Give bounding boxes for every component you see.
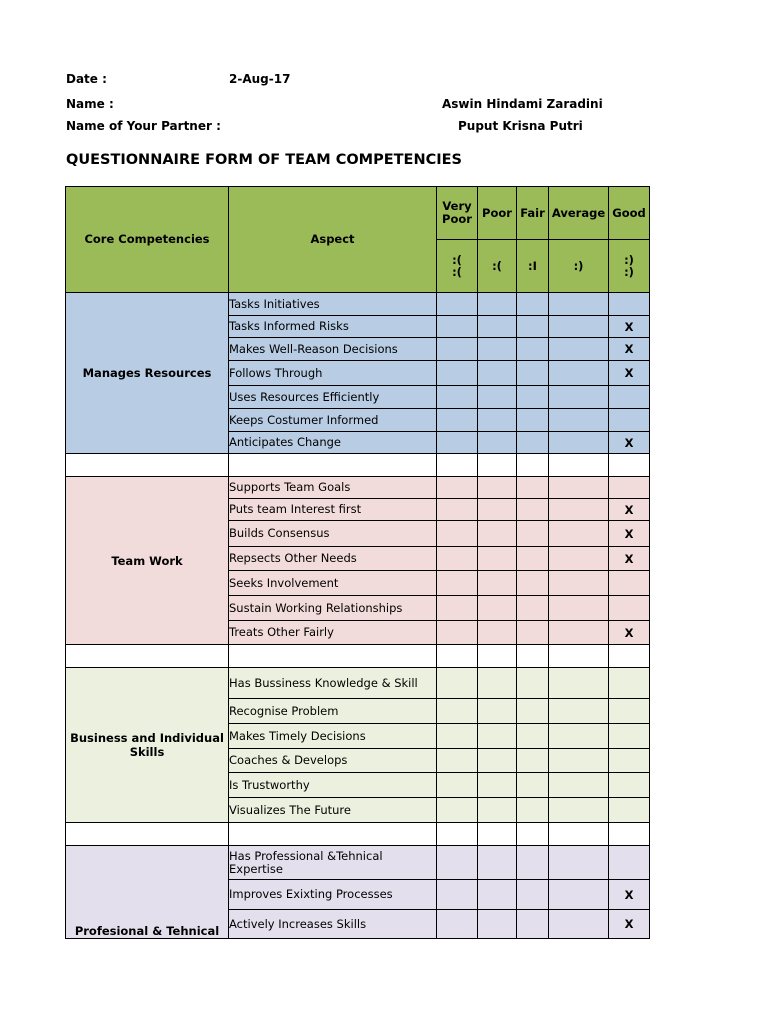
rating-cell-poor[interactable] [478,880,517,910]
rating-cell-good[interactable] [609,773,650,798]
aspect-cell: Puts team Interest first [229,499,437,521]
rating-cell-average[interactable] [549,596,609,621]
form-title: QUESTIONNAIRE FORM OF TEAM COMPETENCIES [66,152,462,168]
rating-cell-average[interactable] [549,773,609,798]
aspect-cell: Tasks Initiatives [229,293,437,316]
rating-cell-fair[interactable] [517,596,549,621]
rating-cell-good[interactable]: X [609,621,650,645]
competency-category: Business and Individual Skills [66,668,229,823]
rating-cell-fair[interactable] [517,547,549,571]
rating-cell-very-poor[interactable] [437,798,478,823]
rating-cell-very-poor[interactable] [437,621,478,645]
rating-cell-poor[interactable] [478,547,517,571]
rating-cell-good[interactable]: X [609,521,650,547]
empty-cell [229,645,437,668]
rating-cell-fair[interactable] [517,621,549,645]
rating-cell-good[interactable]: X [609,432,650,454]
competency-table [65,186,650,939]
rating-cell-fair[interactable] [517,293,549,316]
empty-cell [609,645,650,668]
empty-cell [549,823,609,846]
aspect-cell: Anticipates Change [229,432,437,454]
rating-cell-average[interactable] [549,910,609,939]
rating-cell-average[interactable] [549,846,609,880]
rating-cell-average[interactable] [549,724,609,749]
rating-cell-average[interactable] [549,749,609,773]
aspect-cell: Seeks Involvement [229,571,437,596]
empty-cell [478,454,517,477]
rating-cell-very-poor[interactable] [437,749,478,773]
rating-cell-poor[interactable] [478,409,517,432]
rating-cell-fair[interactable] [517,880,549,910]
competency-table-body [66,187,650,939]
rating-cell-fair[interactable] [517,477,549,499]
aspect-cell: Supports Team Goals [229,477,437,499]
competency-category: Profesional & Tehnical [66,846,229,939]
rating-cell-good[interactable] [609,798,650,823]
rating-cell-average[interactable] [549,477,609,499]
rating-cell-average[interactable] [549,668,609,699]
table-row [66,668,650,699]
rating-cell-good[interactable] [609,386,650,409]
rating-cell-very-poor[interactable] [437,668,478,699]
rating-cell-good[interactable] [609,293,650,316]
rating-cell-good[interactable]: X [609,547,650,571]
empty-cell [609,454,650,477]
rating-cell-fair[interactable] [517,432,549,454]
rating-cell-poor[interactable] [478,432,517,454]
rating-cell-very-poor[interactable] [437,499,478,521]
rating-cell-fair[interactable] [517,798,549,823]
rating-cell-fair[interactable] [517,846,549,880]
table-row [66,477,650,499]
aspect-cell: Recognise Problem [229,699,437,724]
aspect-cell: Builds Consensus [229,521,437,547]
rating-cell-fair[interactable] [517,361,549,386]
rating-cell-poor[interactable] [478,338,517,361]
aspect-cell: Coaches & Develops [229,749,437,773]
spacer-row [66,823,650,846]
competency-category: Manages Resources [66,293,229,454]
empty-cell [478,645,517,668]
rating-cell-average[interactable] [549,547,609,571]
rating-cell-poor[interactable] [478,571,517,596]
rating-cell-good[interactable]: X [609,338,650,361]
rating-cell-average[interactable] [549,621,609,645]
empty-cell [437,823,478,846]
rating-cell-very-poor[interactable] [437,571,478,596]
rating-cell-average[interactable] [549,338,609,361]
rating-cell-average[interactable] [549,361,609,386]
rating-cell-good[interactable]: X [609,316,650,338]
rating-cell-very-poor[interactable] [437,477,478,499]
rating-cell-very-poor[interactable] [437,386,478,409]
rating-cell-fair[interactable] [517,571,549,596]
rating-cell-good[interactable] [609,409,650,432]
rating-cell-average[interactable] [549,880,609,910]
rating-cell-very-poor[interactable] [437,596,478,621]
rating-header-fair: Fair [517,187,549,240]
face-fair: :I [517,240,549,293]
rating-cell-fair[interactable] [517,338,549,361]
rating-cell-good[interactable] [609,749,650,773]
rating-cell-very-poor[interactable] [437,293,478,316]
partner-label: Name of Your Partner : [66,119,221,133]
empty-cell [66,823,229,846]
rating-cell-average[interactable] [549,699,609,724]
face-good-a: :) [624,253,634,267]
rating-cell-poor[interactable] [478,846,517,880]
rating-cell-good[interactable] [609,571,650,596]
rating-cell-average[interactable] [549,409,609,432]
rating-cell-very-poor[interactable] [437,699,478,724]
rating-cell-good[interactable] [609,668,650,699]
date-value: 2-Aug-17 [229,72,291,86]
rating-cell-good[interactable]: X [609,910,650,939]
rating-cell-poor[interactable] [478,596,517,621]
rating-cell-very-poor[interactable] [437,361,478,386]
rating-cell-good[interactable] [609,699,650,724]
aspect-cell: Is Trustworthy [229,773,437,798]
rating-cell-fair[interactable] [517,724,549,749]
rating-cell-poor[interactable] [478,499,517,521]
aspect-cell: Sustain Working Relationships [229,596,437,621]
rating-cell-average[interactable] [549,571,609,596]
empty-cell [609,823,650,846]
empty-cell [437,454,478,477]
aspect-cell: Tasks Informed Risks [229,316,437,338]
date-label: Date : [66,72,107,86]
rating-cell-poor[interactable] [478,621,517,645]
aspect-cell: Follows Through [229,361,437,386]
rating-cell-good[interactable] [609,596,650,621]
rating-cell-poor[interactable] [478,477,517,499]
rating-cell-very-poor[interactable] [437,432,478,454]
competency-category: Team Work [66,477,229,645]
spacer-row [66,645,650,668]
rating-cell-fair[interactable] [517,699,549,724]
rating-cell-very-poor[interactable] [437,846,478,880]
rating-cell-average[interactable] [549,432,609,454]
rating-cell-fair[interactable] [517,409,549,432]
table-row [66,293,650,316]
rating-header-average: Average [549,187,609,240]
rating-cell-fair[interactable] [517,773,549,798]
rating-cell-poor[interactable] [478,910,517,939]
aspect-cell: Uses Resources Efficiently [229,386,437,409]
rating-cell-poor[interactable] [478,293,517,316]
rating-cell-very-poor[interactable] [437,724,478,749]
rating-cell-average[interactable] [549,798,609,823]
spacer-row [66,454,650,477]
face-good [609,240,650,293]
header-row [66,187,650,240]
rating-cell-poor[interactable] [478,773,517,798]
aspect-header: Aspect [229,187,437,293]
rating-cell-fair[interactable] [517,499,549,521]
rating-cell-poor[interactable] [478,361,517,386]
rating-cell-poor[interactable] [478,316,517,338]
rating-cell-average[interactable] [549,316,609,338]
aspect-cell: Makes Well-Reason Decisions [229,338,437,361]
rating-cell-good[interactable] [609,477,650,499]
face-poor: :( [478,240,517,293]
rating-cell-very-poor[interactable] [437,521,478,547]
rating-cell-average[interactable] [549,499,609,521]
rating-cell-fair[interactable] [517,749,549,773]
face-good-b: :) [624,265,634,279]
face-very-poor-a: :( [452,253,462,267]
empty-cell [437,645,478,668]
partner-value: Puput Krisna Putri [458,119,583,133]
rating-cell-very-poor[interactable] [437,910,478,939]
aspect-cell: Keeps Costumer Informed [229,409,437,432]
table-row [66,846,650,880]
core-competencies-header: Core Competencies [66,187,229,293]
empty-cell [66,454,229,477]
rating-cell-very-poor[interactable] [437,880,478,910]
rating-cell-average[interactable] [549,293,609,316]
rating-cell-poor[interactable] [478,668,517,699]
rating-cell-fair[interactable] [517,386,549,409]
rating-header-good: Good [609,187,650,240]
rating-cell-good[interactable]: X [609,880,650,910]
rating-cell-fair[interactable] [517,316,549,338]
rating-cell-fair[interactable] [517,521,549,547]
rating-cell-fair[interactable] [517,910,549,939]
rating-cell-poor[interactable] [478,699,517,724]
rating-cell-average[interactable] [549,386,609,409]
aspect-cell: Has Bussiness Knowledge & Skill [229,668,437,699]
empty-cell [517,454,549,477]
rating-cell-poor[interactable] [478,386,517,409]
rating-cell-very-poor[interactable] [437,773,478,798]
rating-cell-poor[interactable] [478,749,517,773]
aspect-cell: Repsects Other Needs [229,547,437,571]
rating-cell-good[interactable] [609,724,650,749]
rating-cell-good[interactable]: X [609,499,650,521]
rating-cell-good[interactable]: X [609,361,650,386]
rating-cell-poor[interactable] [478,521,517,547]
name-value: Aswin Hindami Zaradini [442,97,603,111]
face-very-poor-b: :( [452,265,462,279]
empty-cell [66,645,229,668]
empty-cell [229,823,437,846]
aspect-cell: Makes Timely Decisions [229,724,437,749]
rating-header-very-poor: Very Poor [437,187,478,240]
aspect-cell: Actively Increases Skills [229,910,437,939]
rating-cell-poor[interactable] [478,724,517,749]
empty-cell [478,823,517,846]
rating-cell-very-poor[interactable] [437,338,478,361]
empty-cell [517,823,549,846]
empty-cell [229,454,437,477]
rating-cell-very-poor[interactable] [437,547,478,571]
rating-cell-poor[interactable] [478,798,517,823]
rating-cell-fair[interactable] [517,668,549,699]
aspect-cell: Visualizes The Future [229,798,437,823]
rating-cell-very-poor[interactable] [437,316,478,338]
name-label: Name : [66,97,114,111]
aspect-cell: Treats Other Fairly [229,621,437,645]
aspect-cell: Has Professional &Tehnical Expertise [229,846,437,880]
rating-header-poor: Poor [478,187,517,240]
rating-cell-very-poor[interactable] [437,409,478,432]
aspect-cell: Improves Exixting Processes [229,880,437,910]
face-very-poor [437,240,478,293]
face-average: :) [549,240,609,293]
empty-cell [517,645,549,668]
rating-cell-good[interactable] [609,846,650,880]
rating-cell-average[interactable] [549,521,609,547]
empty-cell [549,645,609,668]
empty-cell [549,454,609,477]
